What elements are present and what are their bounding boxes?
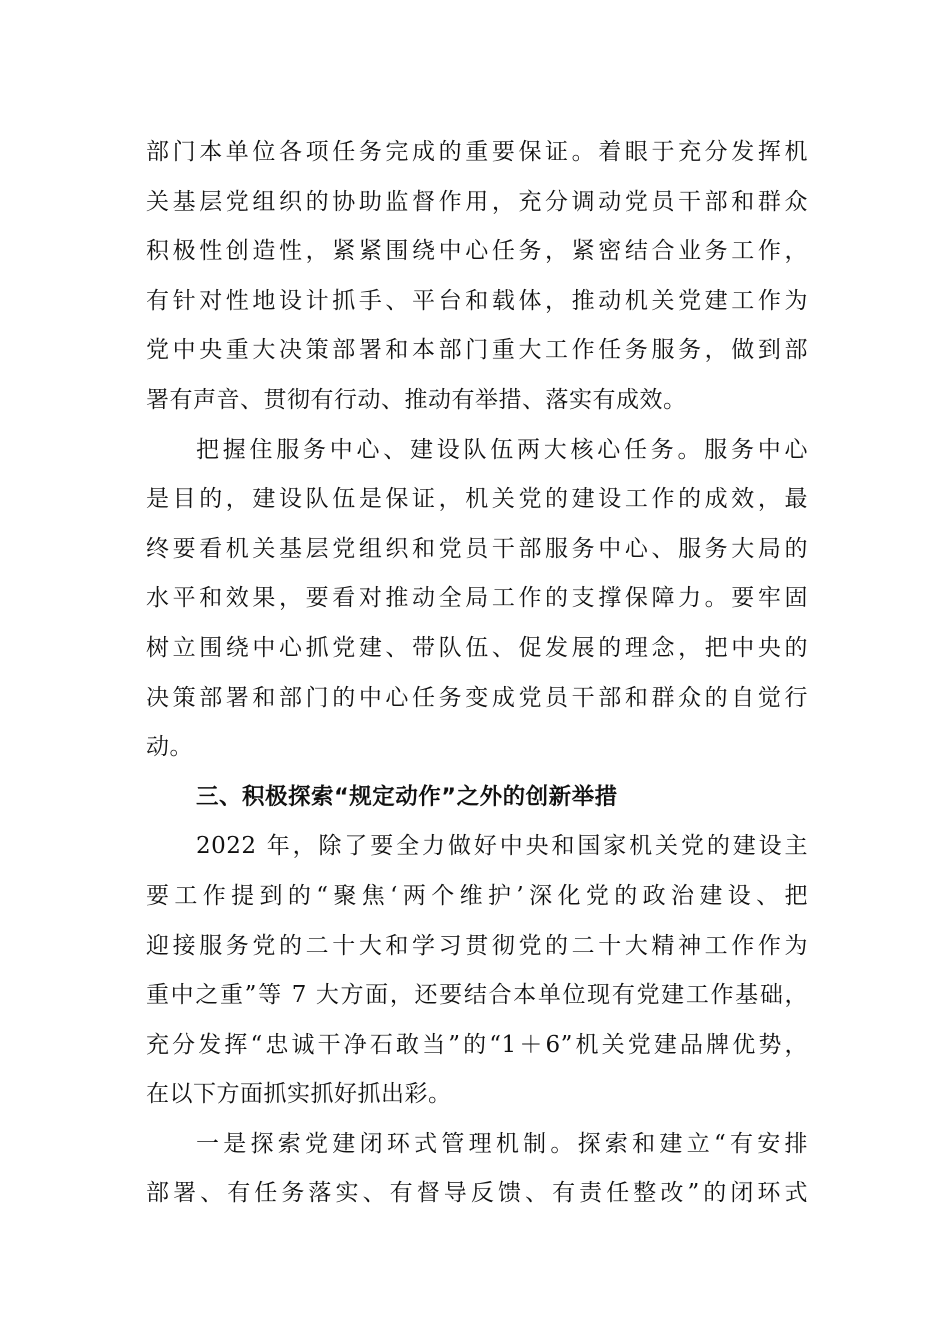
paragraph-line: 是目的，建设队伍是保证，机关党的建设工作的成效，最 [146, 486, 808, 513]
paragraph-line: 水平和效果，要看对推动全局工作的支撑保障力。要牢固 [146, 585, 808, 612]
paragraph-line: 把握住服务中心、建设队伍两大核心任务。服务中心 [196, 436, 808, 463]
paragraph-line: 署有声音、贯彻有行动、推动有举措、落实有成效。 [146, 386, 687, 413]
paragraph-line: 有针对性地设计抓手、平台和载体，推动机关党建工作为 [146, 287, 808, 314]
paragraph-line: 动。 [146, 734, 193, 761]
paragraph-line: 决策部署和部门的中心任务变成党员干部和群众的自觉行 [146, 684, 808, 711]
paragraph-line: 终要看机关基层党组织和党员干部服务中心、服务大局的 [146, 535, 808, 562]
paragraph-line: 关基层党组织的协助监督作用，充分调动党员干部和群众 [146, 188, 808, 215]
paragraph-line: 一是探索党建闭环式管理机制。探索和建立“有安排 [196, 1130, 808, 1157]
document-body-text [146, 128, 808, 1219]
paragraph-line: 积极性创造性，紧紧围绕中心任务，紧密结合业务工作， [146, 238, 808, 265]
paragraph-line: 树立围绕中心抓党建、带队伍、促发展的理念，把中央的 [146, 634, 808, 661]
paragraph-line: 部署、有任务落实、有督导反馈、有责任整改”的闭环式 [146, 1180, 808, 1207]
paragraph-line: 部门本单位各项任务完成的重要保证。着眼于充分发挥机 [146, 139, 808, 165]
paragraph-line: 党中央重大决策部署和本部门重大工作任务服务，做到部 [146, 337, 808, 364]
section-heading: 三、积极探索“规定动作”之外的创新举措 [196, 783, 618, 810]
paragraph-line: 要工作提到的“聚焦‘两个维护’深化党的政治建设、把 [146, 882, 808, 909]
paragraph-line: 重中之重”等 7 大方面，还要结合本单位现有党建工作基础， [146, 982, 808, 1009]
paragraph-line: 迎接服务党的二十大和学习贯彻党的二十大精神工作作为 [146, 932, 808, 959]
paragraph-line: 在以下方面抓实抓好抓出彩。 [146, 1081, 452, 1108]
paragraph-line: 2022 年，除了要全力做好中央和国家机关党的建设主 [196, 833, 808, 860]
paragraph-line: 充分发挥“忠诚干净石敢当”的“1＋6”机关党建品牌优势， [146, 1031, 808, 1058]
